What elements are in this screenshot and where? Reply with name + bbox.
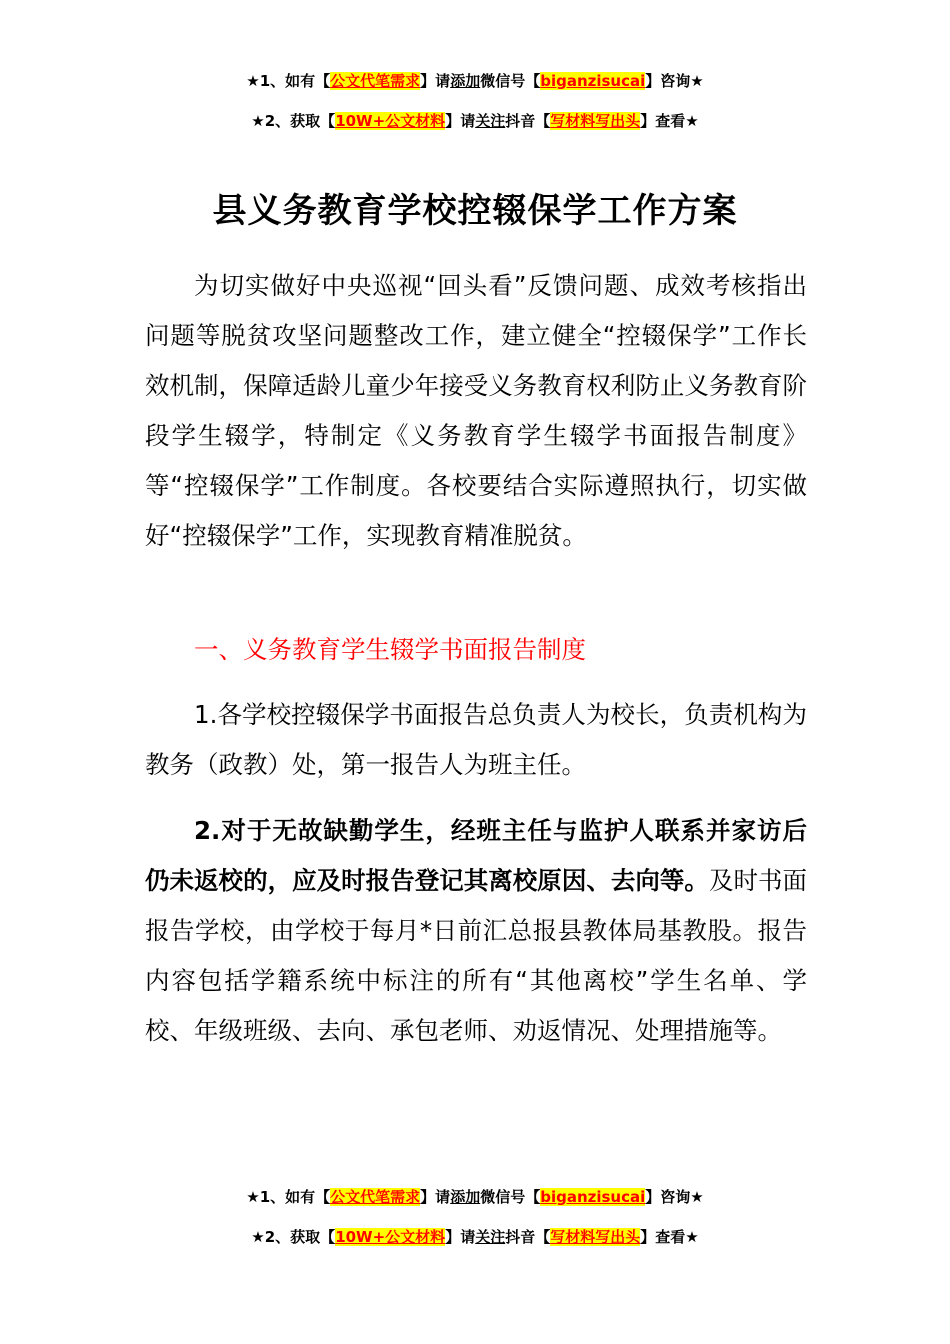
page-title: 县义务教育学校控辍保学工作方案 xyxy=(212,191,738,231)
banner-highlight: 10W+公文材料 xyxy=(335,1228,446,1246)
banner-text: ★2、获取【 xyxy=(251,112,336,130)
banner-underline: 关注 xyxy=(475,112,506,130)
item-2-text: 及时书面报告学校，由学校于每月*日前汇总报县教体局基教股。报告内容包括学籍系统中标注的所有“其他离校”学生名单、学校、年级班级、去向、承包老师、劝返情况、处理措施等。 xyxy=(145,866,808,1045)
banner-highlight: biganzisucai xyxy=(540,1188,646,1206)
banner-highlight: 公文代笔需求 xyxy=(330,72,421,90)
banner-text: 】查看★ xyxy=(640,112,699,130)
banner-highlight: biganzisucai xyxy=(540,72,646,90)
banner-highlight: 写材料写出头 xyxy=(550,112,641,130)
banner-line-1 xyxy=(0,1187,950,1207)
banner-text: 】请 xyxy=(420,72,451,90)
banner-text: ★2、获取【 xyxy=(251,1228,336,1246)
banner-line-2 xyxy=(0,1227,950,1247)
banner-text: 】咨询★ xyxy=(645,1188,704,1206)
banner-highlight: 10W+公文材料 xyxy=(335,112,446,130)
banner-line-1 xyxy=(0,71,950,91)
bottom-banner xyxy=(0,1187,950,1247)
banner-underline: 添加 xyxy=(450,72,481,90)
banner-highlight: 公文代笔需求 xyxy=(330,1188,421,1206)
banner-line-2 xyxy=(0,111,950,131)
section-heading: 一、义务教育学生辍学书面报告制度 xyxy=(194,635,586,664)
banner-text: 】查看★ xyxy=(640,1228,699,1246)
item-1-paragraph: 1.各学校控辍保学书面报告总负责人为校长，负责机构为教务（政教）处，第一报告人为班主任。 xyxy=(145,700,807,779)
banner-highlight: 写材料写出头 xyxy=(550,1228,641,1246)
item-2-paragraph xyxy=(145,806,807,1056)
banner-text: 】咨询★ xyxy=(645,72,704,90)
item-2-bold-text: 2.对于无故缺勤学生，经班主任与监护人联系并家访后仍未返校的，应及时报告登记其离校原因、去向等。 xyxy=(145,816,807,895)
banner-text: 抖音【 xyxy=(505,112,551,130)
top-banner xyxy=(0,71,950,131)
banner-text: 微信号【 xyxy=(480,72,541,90)
banner-underline: 关注 xyxy=(475,1228,506,1246)
banner-text: 微信号【 xyxy=(480,1188,541,1206)
banner-text: ★1、如有【 xyxy=(246,1188,331,1206)
intro-paragraph: 为切实做好中央巡视“回头看”反馈问题、成效考核指出问题等脱贫攻坚问题整改工作，建立健全“控辍保学”工作长效机制，保障适龄儿童少年接受义务教育权利防止义务教育阶段学生辍学，特制定《义务教育学生辍学书面报告制度》等“控辍保学”工作制度。各校要结合实际遵照执行，切实做好“控辍保学”工作，实现教育精准脱贫。 xyxy=(145,271,807,550)
banner-text: 】请 xyxy=(420,1188,451,1206)
banner-text: ★1、如有【 xyxy=(246,72,331,90)
banner-text: 】请 xyxy=(445,112,476,130)
banner-text: 】请 xyxy=(445,1228,476,1246)
banner-underline: 添加 xyxy=(450,1188,481,1206)
banner-text: 抖音【 xyxy=(505,1228,551,1246)
